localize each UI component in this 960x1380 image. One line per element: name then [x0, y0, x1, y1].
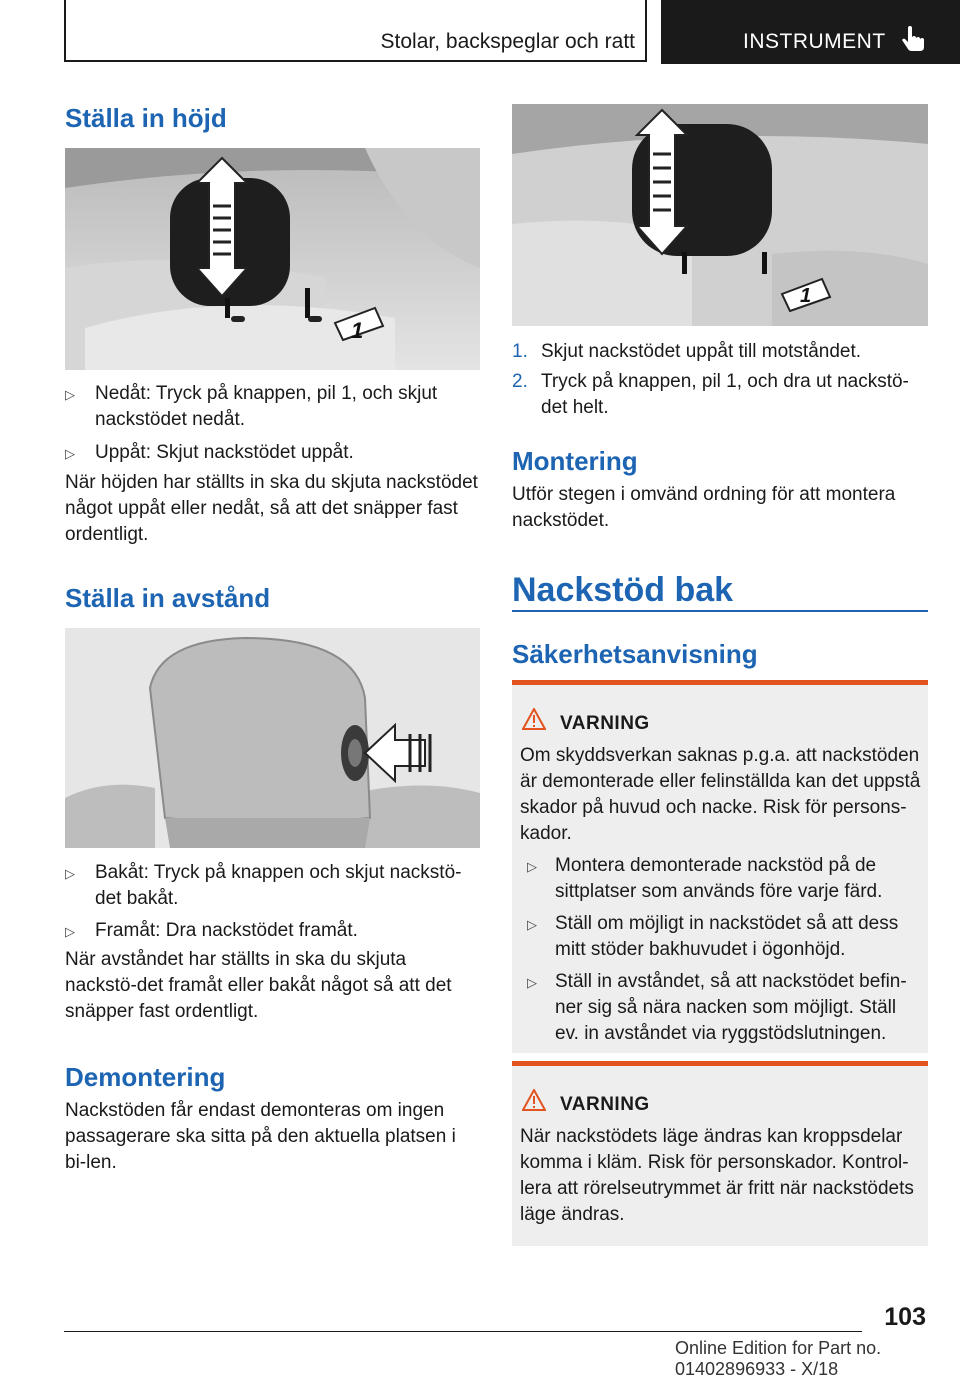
step-number: 2.: [512, 371, 528, 392]
callout-label-1: 1: [351, 318, 364, 343]
footer-rule: [64, 1331, 862, 1332]
heading-nackstod-bak: Nackstöd bak: [512, 571, 734, 609]
page-number: 103: [884, 1303, 926, 1331]
step-number: 1.: [512, 341, 528, 362]
triangle-bullet-icon: ▷: [527, 975, 537, 990]
pointing-hand-icon: [899, 26, 927, 54]
heading-rule: [512, 610, 928, 612]
paragraph-hojd: När höjden har ställts in ska du skjuta nackstödet något uppåt eller nedåt, så att det snäpper fast ordentligt.: [65, 472, 478, 545]
heading-stalla-in-avstand: Ställa in avstånd: [65, 583, 271, 613]
warning-box: [512, 680, 928, 1053]
bullet-text: Nedåt: Tryck på knappen, pil 1, och skjut nackstödet nedåt.: [95, 383, 438, 430]
headrest-distance-photo: [65, 628, 480, 848]
section-tab-instrument[interactable]: [661, 0, 960, 64]
tab-label: INSTRUMENT: [743, 30, 886, 53]
triangle-bullet-icon: ▷: [65, 924, 75, 939]
paragraph-demontering: Nackstöden får endast demonteras om ingen passagerare ska sitta på den aktuella platsen i bi-len.: [65, 1100, 456, 1173]
step-text: Skjut nackstödet uppåt till motståndet.: [541, 341, 862, 362]
bullet-text: Montera demonterade nackstöd på de sittplatser som används före varje färd.: [555, 855, 883, 902]
heading-demontering: Demontering: [65, 1062, 226, 1092]
bullet-text: Ställ in avståndet, så att nackstödet befin-ner sig så nära nacken som möjligt. Ställ ev. in avståndet via ryggstödslutningen.: [555, 971, 907, 1044]
footer-edition: Online Edition for Part no. 01402896933 - X/18: [675, 1338, 882, 1379]
paragraph-montering: Utför stegen i omvänd ordning för att montera nackstödet.: [512, 484, 896, 531]
triangle-bullet-icon: ▷: [65, 866, 75, 881]
triangle-bullet-icon: ▷: [65, 387, 75, 402]
warning-box: [512, 1061, 928, 1246]
bullet-text: Uppåt: Skjut nackstödet uppåt.: [95, 442, 354, 463]
triangle-bullet-icon: ▷: [65, 446, 75, 461]
warning-text: När nackstödets läge ändras kan kroppsdelar komma i kläm. Risk för personskador. Kontrol-lera att rörelseutrymmet är fritt när nackstödets läge ändras.: [520, 1126, 914, 1225]
bullet-text: Bakåt: Tryck på knappen och skjut nackstö-det bakåt.: [95, 862, 462, 909]
step-text: Tryck på knappen, pil 1, och dra ut nackstö-det helt.: [541, 371, 909, 418]
warning-triangle-icon: [522, 708, 546, 730]
header-breadcrumb: [64, 0, 647, 62]
breadcrumb-text: Stolar, backspeglar och ratt: [380, 30, 635, 53]
warning-text: Om skyddsverkan saknas p.g.a. att nackstöden är demonterade eller felinställda kan det uppstå skador på huvud och nacke. Risk för persons-kador.: [520, 745, 921, 844]
heading-stalla-in-hojd: Ställa in höjd: [65, 103, 227, 133]
headrest-height-photo: [65, 148, 480, 370]
bullet-text: Framåt: Dra nackstödet framåt.: [95, 920, 358, 941]
paragraph-avstand: När avståndet har ställts in ska du skjuta nackstö-det framåt eller bakåt något så att det snäpper fast ordentligt.: [65, 949, 452, 1022]
warning-title: VARNING: [560, 713, 650, 734]
headrest-removal-photo: [512, 104, 928, 326]
callout-label-1: 1: [800, 285, 812, 307]
warning-triangle-icon: [522, 1089, 546, 1111]
heading-montering: Montering: [512, 446, 638, 476]
triangle-bullet-icon: ▷: [527, 917, 537, 932]
triangle-bullet-icon: ▷: [527, 859, 537, 874]
bullet-text: Ställ om möjligt in nackstödet så att dess mitt stöder bakhuvudet i ögonhöjd.: [555, 913, 899, 960]
heading-sakerhetsanvisning: Säkerhetsanvisning: [512, 639, 758, 669]
warning-title: VARNING: [560, 1094, 650, 1115]
